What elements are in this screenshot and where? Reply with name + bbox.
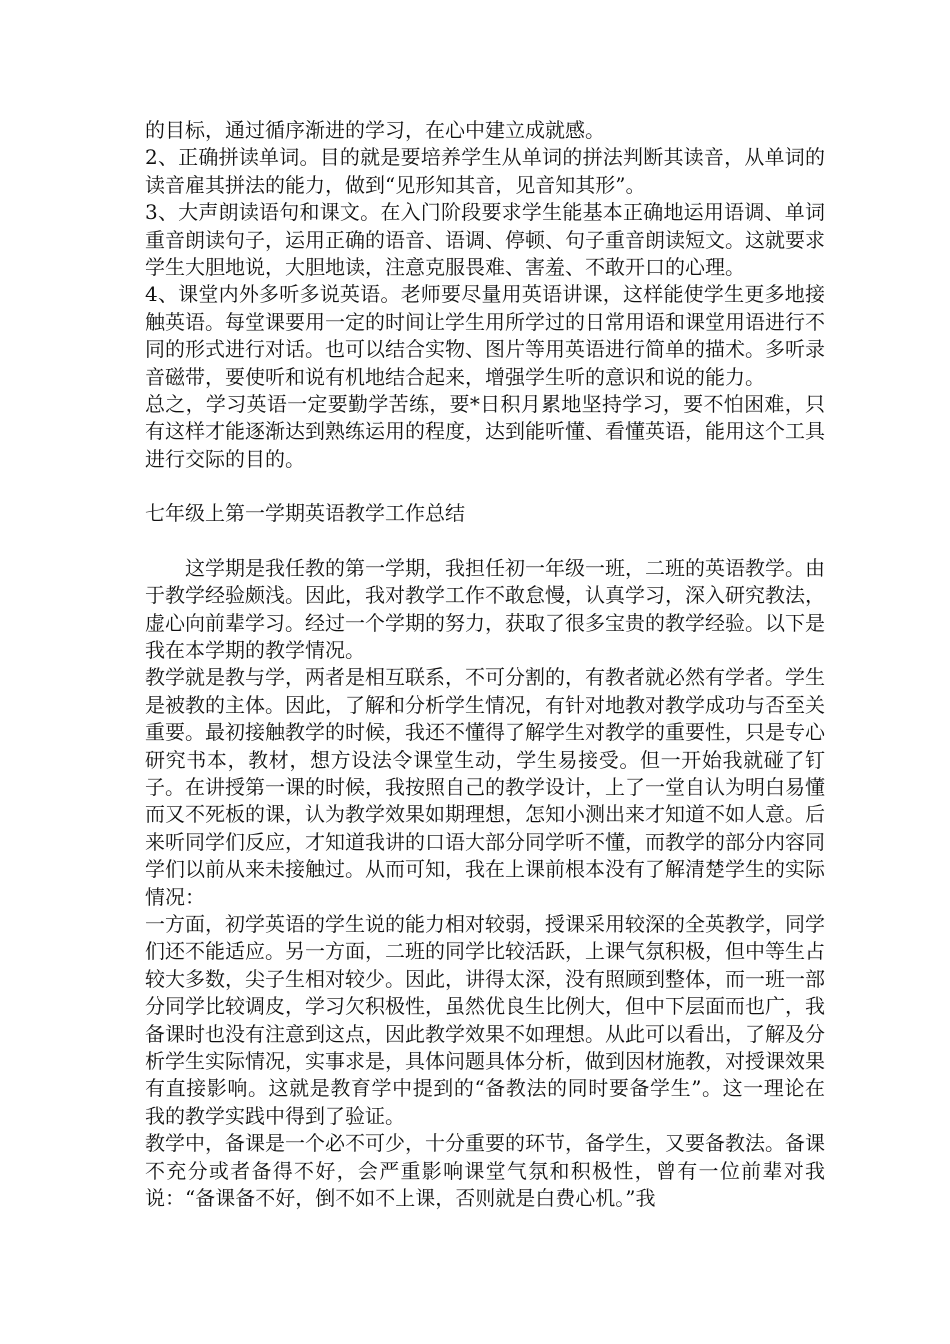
blank-line [145, 473, 825, 500]
paragraph: 总之，学习英语一定要勤学苦练，要*日积月累地坚持学习，要不怕困难，只有这样才能逐渐达到熟练运用的程度，达到能听懂、看懂英语，能用这个工具进行交际的目的。 [145, 392, 825, 471]
paragraph: 教学中，备课是一个必不可少，十分重要的环节，备学生，又要备教法。备课不充分或者备得不好，会严重影响课堂气氛和积极性，曾有一位前辈对我说：“备课备不好，倒不如不上课，否则就是白费心机。”我 [145, 1131, 825, 1211]
paragraph: 3、大声朗读语句和课文。在入门阶段要求学生能基本正确地运用语调、单词重音朗读句子，运用正确的语音、语调、停顿、句子重音朗读短文。这就要求学生大胆地说，大胆地读，注意克服畏难、害羞、不敢开口的心理。 [145, 200, 825, 280]
document-page [145, 117, 825, 1212]
blank-line [145, 528, 825, 555]
paragraph: 4、课堂内外多听多说英语。老师要尽量用英语讲课，这样能使学生更多地接触英语。每堂课要用一定的时间让学生用所学过的日常用语和课堂用语进行不同的形式进行对话。也可以结合实物、图片等用英语进行简单的描术。多听录音磁带，要使听和说有机地结合起来，增强学生听的意识和说的能力。 [145, 282, 825, 389]
paragraph: 一方面，初学英语的学生说的能力相对较弱，授课采用较深的全英教学，同学们还不能适应。另一方面，二班的同学比较活跃，上课气氛积极，但中等生占较大多数，尖子生相对较少。因此，讲得太深，没有照顾到整体，而一班一部分同学比较调皮，学习欠积极性，虽然优良生比例大，但中下层面而也广，我备课时也没有注意到这点，因此教学效果不如理想。从此可以看出，了解及分析学生实际情况，实事求是，具体问题具体分析，做到因材施教，对授课效果有直接影响。这就是教育学中提到的“备教法的同时要备学生”。这一理论在我的教学实践中得到了验证。 [145, 911, 825, 1128]
paragraph: 2、正确拼读单词。目的就是要培养学生从单词的拼法判断其读音，从单词的读音雇其拼法的能力，做到“见形知其音，见音知其形”。 [145, 145, 825, 197]
paragraph: 的目标，通过循序渐进的学习，在心中建立成就感。 [145, 118, 605, 142]
intro-paragraph: 这学期是我任教的第一学期，我担任初一年级一班，二班的英语教学。由于教学经验颇浅。因此，我对教学工作不敢怠慢，认真学习，深入研究教法，虚心向前辈学习。经过一个学期的努力，获取了很多宝贵的教学经验。以下是我在本学期的教学情况。 [145, 555, 825, 662]
paragraph: 教学就是教与学，两者是相互联系，不可分割的，有教者就必然有学者。学生是被教的主体。因此，了解和分析学生情况，有针对地教对教学成功与否至关重要。最初接触教学的时候，我还不懂得了解学生对教学的重要性，只是专心研究书本，教材，想方设法令课堂生动，学生易接受。但一开始我就碰了钉子。在讲授第一课的时候，我按照自己的教学设计，上了一堂自认为明白易懂而又不死板的课，认为教学效果如期理想，怎知小测出来才知道不如人意。后来听同学们反应，才知道我讲的口语大部分同学听不懂，而教学的部分内容同学们以前从来未接触过。从而可知，我在上课前根本没有了解清楚学生的实际情况： [145, 665, 825, 909]
section-heading: 七年级上第一学期英语教学工作总结 [145, 501, 465, 526]
